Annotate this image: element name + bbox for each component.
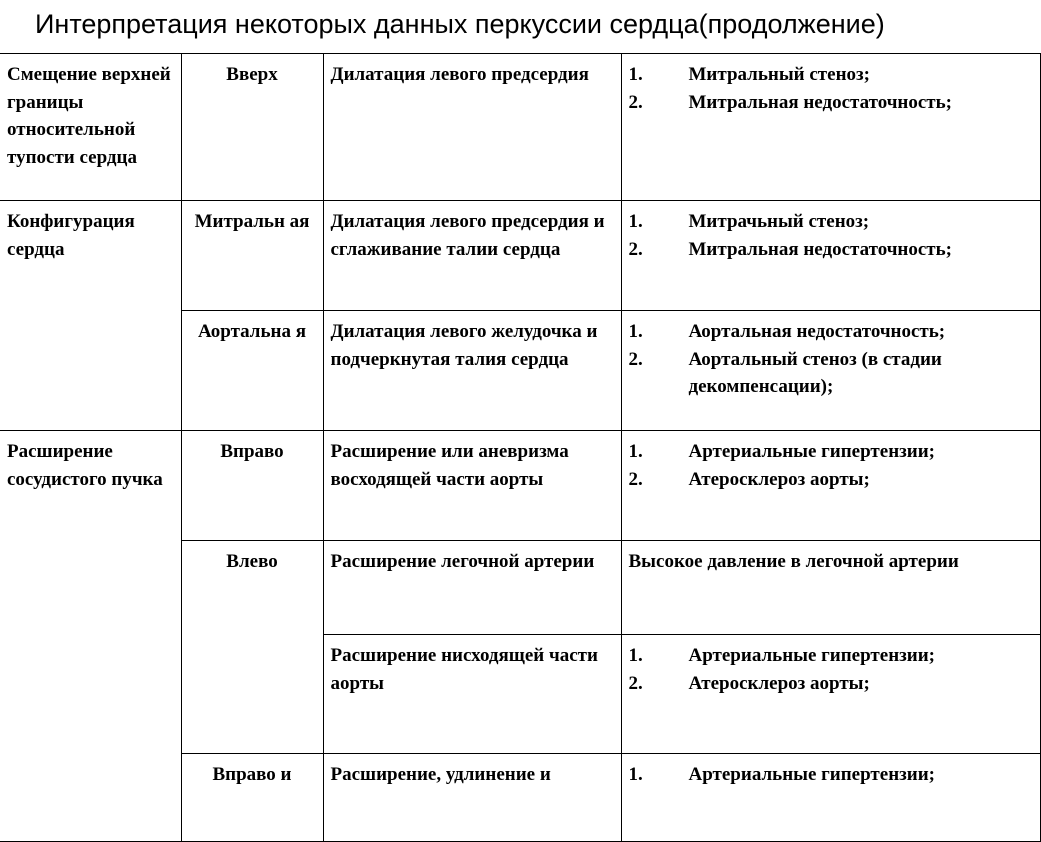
- item-text: Митральный стеноз;: [688, 64, 870, 85]
- change-cell: Расширение нисходящей части аорты: [323, 635, 621, 754]
- item-number: 2.: [628, 348, 643, 370]
- causes-list: [629, 761, 1033, 789]
- causes-cell: [621, 635, 1040, 754]
- item-number: 2.: [628, 672, 643, 694]
- list-item: [629, 438, 1033, 466]
- item-number: 2.: [628, 238, 643, 260]
- causes-cell: [621, 311, 1040, 431]
- item-text: Митральная недостаточность;: [688, 238, 953, 260]
- item-text: Аортальный стеноз (в стадии декомпенсации);: [688, 348, 942, 397]
- item-text: Митральная недостаточность;: [688, 91, 953, 113]
- page-title: Интерпретация некоторых данных перкуссии сердца(продолжение): [35, 9, 885, 39]
- item-text: Атеросклероз аорты;: [688, 672, 870, 694]
- finding-cell: Конфигурация сердца: [0, 201, 181, 431]
- change-cell: Дилатация левого предсердия: [323, 54, 621, 201]
- item-number: 1.: [628, 64, 643, 85]
- causes-list: [629, 642, 1033, 697]
- change-cell: Дилатация левого предсердия и сглаживание талии сердца: [323, 201, 621, 311]
- item-text: Атеросклероз аорты;: [688, 468, 870, 490]
- causes-list: [629, 208, 1033, 263]
- item-text: Артериальные гипертензии;: [688, 441, 935, 462]
- change-cell: Дилатация левого желудочка и подчеркнутая талия сердца: [323, 311, 621, 431]
- causes-list: [629, 438, 1033, 493]
- change-cell: Расширение или аневризма восходящей части аорты: [323, 431, 621, 541]
- direction-cell: Аортальна я: [181, 311, 323, 431]
- item-number: 1.: [628, 211, 643, 232]
- item-number: 1.: [628, 645, 643, 666]
- item-text: Митрачьный стеноз;: [688, 211, 870, 232]
- direction-cell: Влево: [181, 541, 323, 754]
- causes-cell: [621, 201, 1040, 311]
- table-row: [0, 54, 1040, 201]
- causes-cell: [621, 54, 1040, 201]
- direction-cell: Вправо и: [181, 754, 323, 842]
- list-item: [629, 318, 1033, 346]
- finding-cell: Расширение сосудистого пучка: [0, 431, 181, 842]
- direction-cell: Митральн ая: [181, 201, 323, 311]
- list-item: [629, 466, 1033, 494]
- list-item: [629, 208, 1033, 236]
- list-item: [629, 236, 1033, 264]
- item-text: Артериальные гипертензии;: [688, 645, 935, 666]
- list-item: [629, 61, 1033, 89]
- item-text: Аортальная недостаточность;: [688, 321, 946, 342]
- list-item: [629, 89, 1033, 117]
- causes-cell: Высокое давление в легочной артерии: [621, 541, 1040, 635]
- item-number: 2.: [628, 91, 643, 113]
- list-item: [629, 642, 1033, 670]
- list-item: [629, 670, 1033, 698]
- table-row: [0, 431, 1040, 541]
- direction-cell: Вправо: [181, 431, 323, 541]
- causes-list: [629, 61, 1033, 116]
- item-number: 1.: [628, 321, 643, 342]
- list-item: [629, 346, 1033, 401]
- causes-cell: [621, 754, 1040, 842]
- change-cell: Расширение легочной артерии: [323, 541, 621, 635]
- causes-cell: [621, 431, 1040, 541]
- direction-cell: Вверх: [181, 54, 323, 201]
- item-number: 2.: [628, 468, 643, 490]
- finding-cell: Смещение верхней границы относительной тупости сердца: [0, 54, 181, 201]
- item-number: 1.: [628, 764, 643, 785]
- item-text: Артериальные гипертензии;: [688, 764, 935, 785]
- percussion-table: [0, 53, 1041, 842]
- table-row: [0, 201, 1040, 311]
- percussion-table-container: [0, 53, 1024, 785]
- list-item: [629, 761, 1033, 789]
- change-cell: Расширение, удлинение и: [323, 754, 621, 842]
- causes-list: [629, 318, 1033, 401]
- item-number: 1.: [628, 441, 643, 462]
